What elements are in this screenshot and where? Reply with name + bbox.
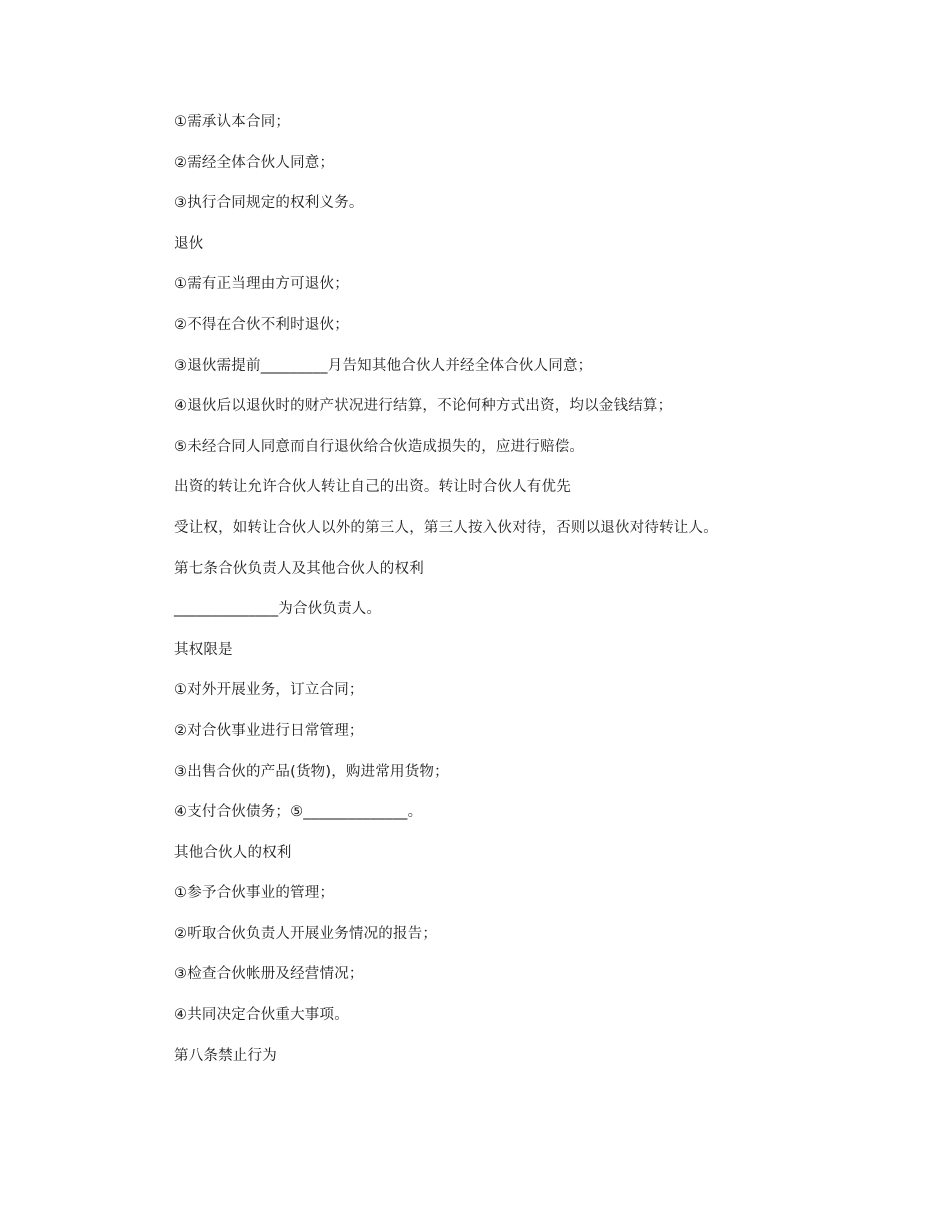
clause-line: ②需经全体合伙人同意； xyxy=(174,154,335,171)
article-heading: 第七条合伙负责人及其他合伙人的权利 xyxy=(174,560,424,577)
clause-line: ②不得在合伙不利时退伙； xyxy=(174,316,349,333)
clause-line: ①需承认本合同； xyxy=(174,114,291,130)
clause-line: ②对合伙事业进行日常管理； xyxy=(174,722,364,739)
clause-line: ①对外开展业务，订立合同； xyxy=(174,682,364,699)
clause-line: ④退伙后以退伙时的财产状况进行结算，不论何种方式出资，均以金钱结算； xyxy=(174,398,673,415)
paragraph-line: 受让权，如转让合伙人以外的第三人，第三人按入伙对待，否则以退伙对待转让人。 xyxy=(174,519,718,536)
section-heading: 其他合伙人的权利 xyxy=(174,844,292,861)
clause-line: ④共同决定合伙重大事项。 xyxy=(174,1007,349,1024)
clause-line: ③出售合伙的产品(货物)，购进常用货物； xyxy=(174,763,449,780)
clause-line: ③执行合同规定的权利义务。 xyxy=(174,195,364,212)
paragraph-line: 出资的转让允许合伙人转让自己的出资。转让时合伙人有优先 xyxy=(174,479,571,496)
clause-line: ④支付合伙债务；⑤______________。 xyxy=(174,804,423,821)
clause-line: ①需有正当理由方可退伙； xyxy=(174,276,349,293)
clause-line: ②听取合伙负责人开展业务情况的报告； xyxy=(174,925,438,942)
clause-line: ①参予合伙事业的管理； xyxy=(174,885,335,902)
article-heading: 第八条禁止行为 xyxy=(174,1047,277,1064)
paragraph-line: ______________为合伙负责人。 xyxy=(174,601,382,618)
section-heading: 其权限是 xyxy=(174,641,233,658)
document-body xyxy=(174,112,894,1086)
section-heading: 退伙 xyxy=(174,235,204,252)
clause-line: ⑤未经合同人同意而自行退伙给合伙造成损失的，应进行赔偿。 xyxy=(174,438,585,455)
clause-line: ③退伙需提前_________月告知其他合伙人并经全体合伙人同意； xyxy=(174,357,593,374)
clause-line: ③检查合伙帐册及经营情况； xyxy=(174,966,364,983)
